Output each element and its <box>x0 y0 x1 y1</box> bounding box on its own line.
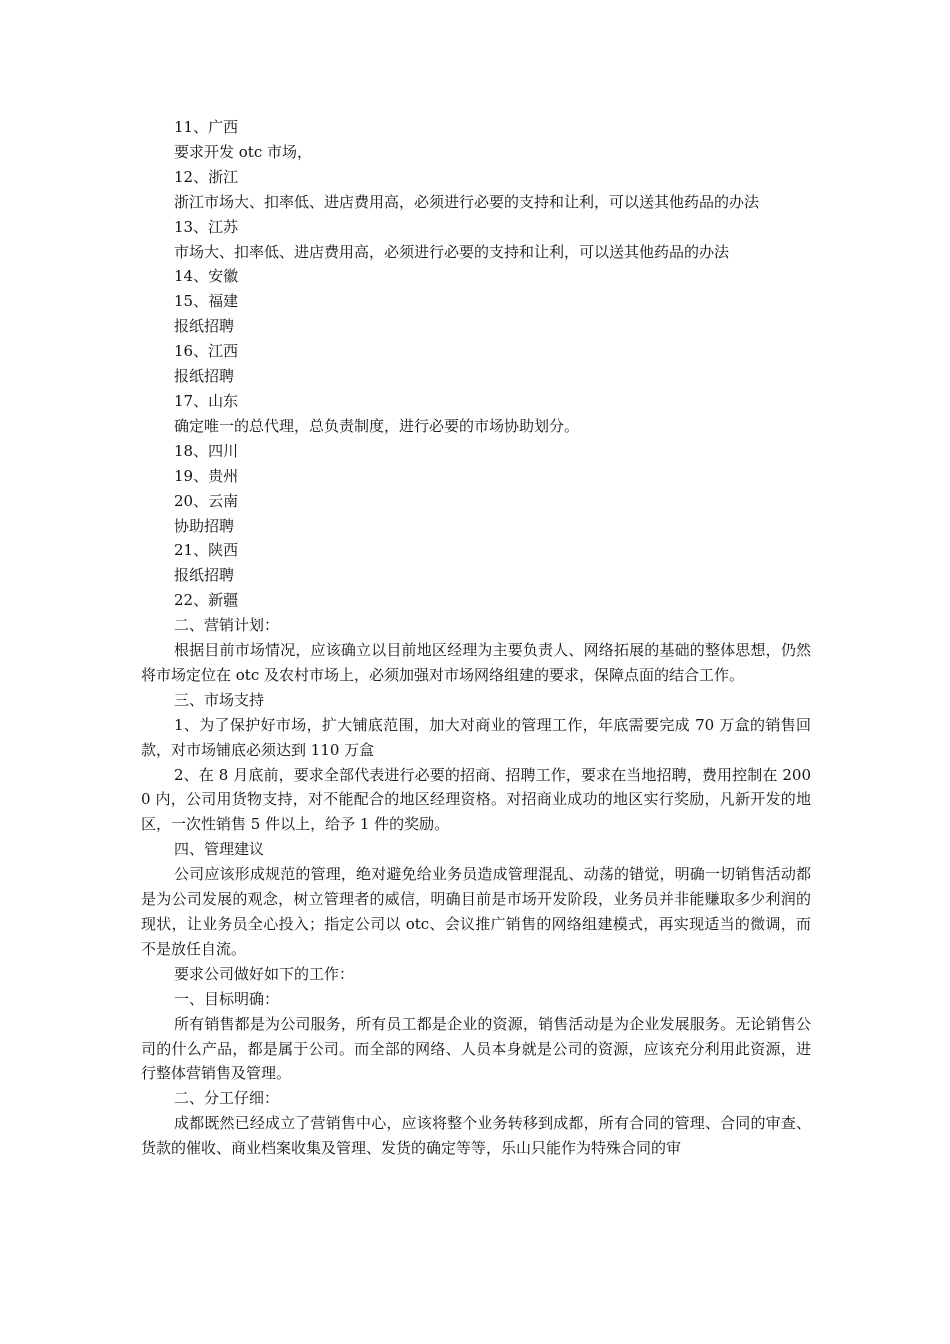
paragraph: 所有销售都是为公司服务，所有员工都是企业的资源，销售活动是为企业发展服务。无论销售公司的什么产品，都是属于公司。而全部的网络、人员本身就是公司的资源，应该充分利用此资源，进行整体营销售及管理。 <box>141 1014 811 1083</box>
paragraph: 成都既然已经成立了营销售中心，应该将整个业务转移到成都，所有合同的管理、合同的审查、货款的催收、商业档案收集及管理、发货的确定等等，乐山只能作为特殊合同的审 <box>141 1114 811 1158</box>
document-body <box>141 115 811 1161</box>
paragraph: 确定唯一的总代理，总负责制度，进行必要的市场协助划分。 <box>174 416 580 435</box>
paragraph: 要求公司做好如下的工作： <box>174 964 355 983</box>
paragraph: 浙江市场大、扣率低、进店费用高，必须进行必要的支持和让利，可以送其他药品的办法 <box>174 192 760 211</box>
heading-shandong: 17、山东 <box>174 391 239 410</box>
heading-anhui: 14、安徽 <box>174 267 239 286</box>
paragraph: 根据目前市场情况，应该确立以目前地区经理为主要负责人、网络拓展的基础的整体思想，仍然将市场定位在 otc 及农村市场上，必须加强对市场网络组建的要求，保障点面的结合工作。 <box>141 641 811 684</box>
paragraph: 要求开发 otc 市场， <box>174 142 312 161</box>
heading-guangxi: 11、广西 <box>174 118 239 136</box>
heading-xinjiang: 22、新疆 <box>174 591 239 610</box>
heading-shaanxi: 21、陕西 <box>174 541 239 560</box>
section-heading-marketing-plan: 二、营销计划： <box>174 616 280 635</box>
heading-fujian: 15、福建 <box>174 292 239 311</box>
subheading-detailed-division: 二、分工仔细： <box>174 1089 280 1108</box>
paragraph: 报纸招聘 <box>174 317 235 336</box>
paragraph: 公司应该形成规范的管理，绝对避免给业务员造成管理混乱、动荡的错觉，明确一切销售活动都是为公司发展的观念，树立管理者的威信，明确目前是市场开发阶段，业务员并非能赚取多少利润的现状，让业务员全心投入；指定公司以 otc、会议推广销售的网络组建模式，再实现适当的微调，而不是放任自流。 <box>141 865 811 958</box>
heading-jiangxi: 16、江西 <box>174 342 239 361</box>
paragraph: 报纸招聘 <box>174 566 235 585</box>
paragraph: 市场大、扣率低、进店费用高，必须进行必要的支持和让利，可以送其他药品的办法 <box>174 242 730 261</box>
section-heading-market-support: 三、市场支持 <box>174 690 265 709</box>
heading-sichuan: 18、四川 <box>174 441 239 460</box>
subheading-clear-goals: 一、目标明确： <box>174 989 280 1008</box>
paragraph: 协助招聘 <box>174 516 235 535</box>
heading-zhejiang: 12、浙江 <box>174 167 239 186</box>
paragraph: 2、在 8 月底前，要求全部代表进行必要的招商、招聘工作，要求在当地招聘，费用控制在 2000 内，公司用货物支持，对不能配合的地区经理资格。对招商业成功的地区实行奖励，凡新开发的地区，一次性销售 5 件以上，给予 1 件的奖励。 <box>141 765 811 834</box>
heading-yunnan: 20、云南 <box>174 491 239 510</box>
heading-jiangsu: 13、江苏 <box>174 217 239 236</box>
heading-guizhou: 19、贵州 <box>174 466 239 485</box>
paragraph: 报纸招聘 <box>174 367 235 386</box>
paragraph: 1、为了保护好市场，扩大铺底范围，加大对商业的管理工作，年底需要完成 70 万盒的销售回款，对市场铺底必须达到 110 万盒 <box>141 715 811 759</box>
section-heading-management-advice: 四、管理建议 <box>174 840 265 859</box>
